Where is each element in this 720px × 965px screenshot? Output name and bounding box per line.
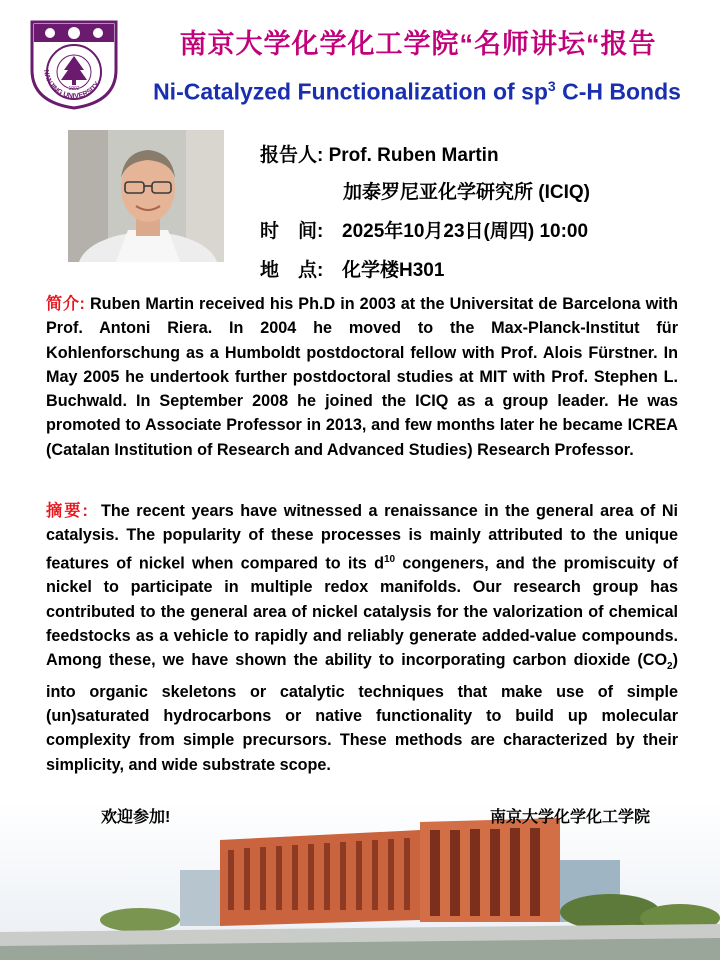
- bio-paragraph: [46, 292, 678, 462]
- place-value: 化学楼H301: [342, 260, 445, 281]
- abstract-text-2: congeners, and the promiscuity of nickel to participate in multiple redox manifolds. Our research group has contributed to the general area of nickel catalysis for the valorization of chemical feedstocks as a vehicle to rapidly and reliably generate added-value compounds. Among these, we have shown the ability to incorporating carbon dioxide (CO: [46, 553, 678, 670]
- bio-label: 简介:: [46, 295, 85, 313]
- title-english: [122, 78, 712, 106]
- title-english-main: Ni-Catalyzed Functionalization of sp: [153, 78, 548, 105]
- school-name: 南京大学化学化工学院: [490, 809, 651, 826]
- speaker-photo: [68, 130, 224, 262]
- abstract-label: 摘要:: [46, 502, 88, 520]
- place-label: 地 点:: [260, 260, 324, 281]
- abstract-sub: 2: [667, 661, 673, 673]
- abstract-sup: 10: [383, 553, 396, 565]
- university-logo: [28, 18, 120, 110]
- time-label: 时 间:: [260, 221, 324, 242]
- abstract-text-1: The recent years have witnessed a renaissance in the general area of Ni catalysis. The popularity of these processes is mainly attributed to the unique features of nickel when compared to its d: [46, 502, 683, 572]
- welcome-text: 欢迎参加!: [101, 809, 171, 826]
- speaker-label: 报告人:: [260, 145, 324, 166]
- logo-ring-text: NANJING UNIVERSITY: [41, 69, 102, 101]
- title-chinese: 南京大学化学化工学院“名师讲坛“报告: [179, 29, 657, 59]
- time-value: 2025年10月23日(周四) 10:00: [342, 221, 589, 242]
- title-english-sup: 3: [547, 78, 556, 94]
- logo-year: 1902: [68, 86, 80, 92]
- speaker-name: Prof. Ruben Martin: [328, 145, 499, 166]
- speaker-line: [260, 140, 499, 167]
- title-english-tail: C-H Bonds: [555, 78, 681, 105]
- abstract-text-3: ) into organic skeletons or catalytic techniques that make use of simple (un)saturated hydrocarbons or native functionality to build up molecular complexity from simple precursors. These methods are characterized by their simplicity, and wide substrate scope.: [46, 651, 678, 774]
- bio-text: Ruben Martin received his Ph.D in 2003 at the Universitat de Barcelona with Prof. Antoni Riera. In 2004 he moved to the Max-Planck-Institut für Kohlenforschung as a Humboldt postdoctoral fellow with Prof. Alois Fürstner. In May 2005 he undertook further postdoctoral studies at MIT with Prof. Stephen L. Buchwald. In September 2008 he joined the ICIQ as a group leader. He was promoted to Associate Professor in 2013, and few months later he became ICREA (Catalan Institution of Research and Advanced Studies) Research Professor.: [46, 295, 678, 459]
- time-line: [260, 216, 588, 243]
- abstract-paragraph: [46, 499, 683, 777]
- speaker-affiliation: 加泰罗尼亚化学研究所 (ICIQ): [343, 182, 590, 203]
- place-line: [260, 255, 444, 282]
